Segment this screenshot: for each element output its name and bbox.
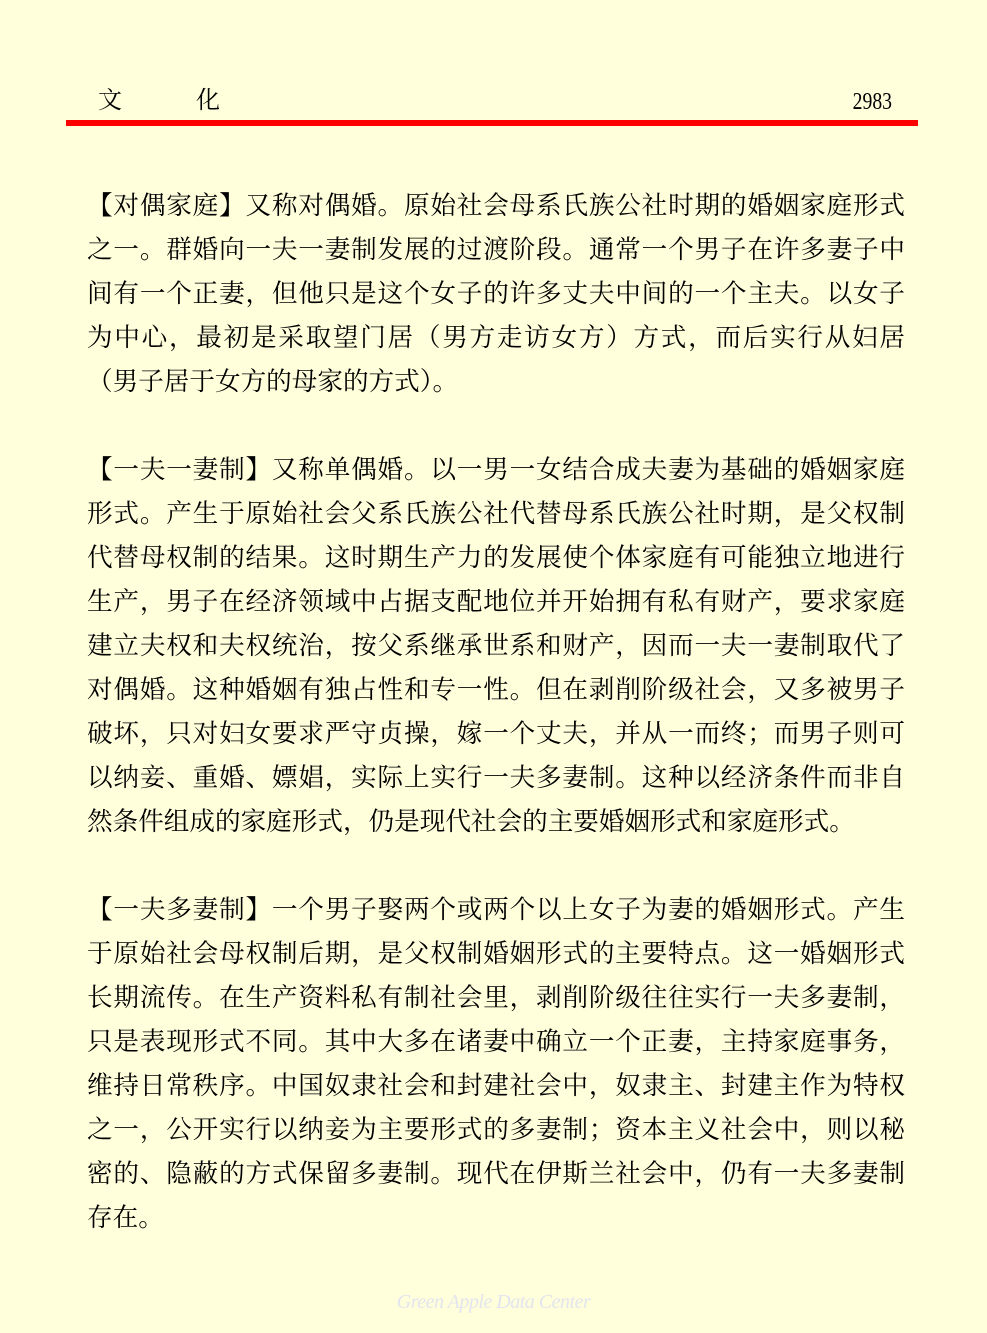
section-title: 文化	[98, 86, 294, 114]
entry-term: 【对偶家庭】	[87, 191, 246, 221]
watermark: Green Apple Data Center	[396, 1291, 591, 1313]
entry-body: 一个男子娶两个或两个以上女子为妻的婚姻形式。产生于原始社会母权制后期，是父权制婚姻形式的主要特点。这一婚姻形式长期流传。在生产资料私有制社会里，剥削阶级往往实行一夫多妻制，只是表现形式不同。其中大多在诸妻中确立一个正妻，主持家庭事务，维持日常秩序。中国奴隶社会和封建社会中，奴隶主、封建主作为特权之一，公开实行以纳妾为主要形式的多妻制；资本主义社会中，则以秘密的、隐蔽的方式保留多妻制。现代在伊斯兰社会中，仍有一夫多妻制存在。	[87, 895, 905, 1233]
header-rule	[66, 120, 918, 126]
entries-body	[87, 184, 905, 1284]
page-header	[66, 82, 918, 118]
entry-dui-ou-jia-ting	[87, 184, 905, 404]
entry-body: 又称单偶婚。以一男一女结合成夫妻为基础的婚姻家庭形式。产生于原始社会父系氏族公社代替母系氏族公社时期，是父权制代替母权制的结果。这时期生产力的发展使个体家庭有可能独立地进行生产，男子在经济领域中占据支配地位并开始拥有私有财产，要求家庭建立夫权和夫权统治，按父系继承世系和财产，因而一夫一妻制取代了对偶婚。这种婚姻有独占性和专一性。但在剥削阶级社会，又多被男子破坏，只对妇女要求严守贞操，嫁一个丈夫，并从一而终；而男子则可以纳妾、重婚、嫖娼，实际上实行一夫多妻制。这种以经济条件而非自然条件组成的家庭形式，仍是现代社会的主要婚姻形式和家庭形式。	[87, 455, 905, 837]
entry-term: 【一夫一妻制】	[87, 455, 272, 485]
entry-yi-fu-yi-qi-zhi	[87, 448, 905, 844]
entry-body: 又称对偶婚。原始社会母系氏族公社时期的婚姻家庭形式之一。群婚向一夫一妻制发展的过渡阶段。通常一个男子在许多妻子中间有一个正妻，但他只是这个女子的许多丈夫中间的一个主夫。以女子为中心，最初是采取望门居（男方走访女方）方式，而后实行从妇居（男子居于女方的母家的方式）。	[87, 191, 905, 397]
page-number: 2983	[852, 89, 892, 115]
entry-term: 【一夫多妻制】	[87, 895, 272, 925]
entry-yi-fu-duo-qi-zhi	[87, 888, 905, 1240]
